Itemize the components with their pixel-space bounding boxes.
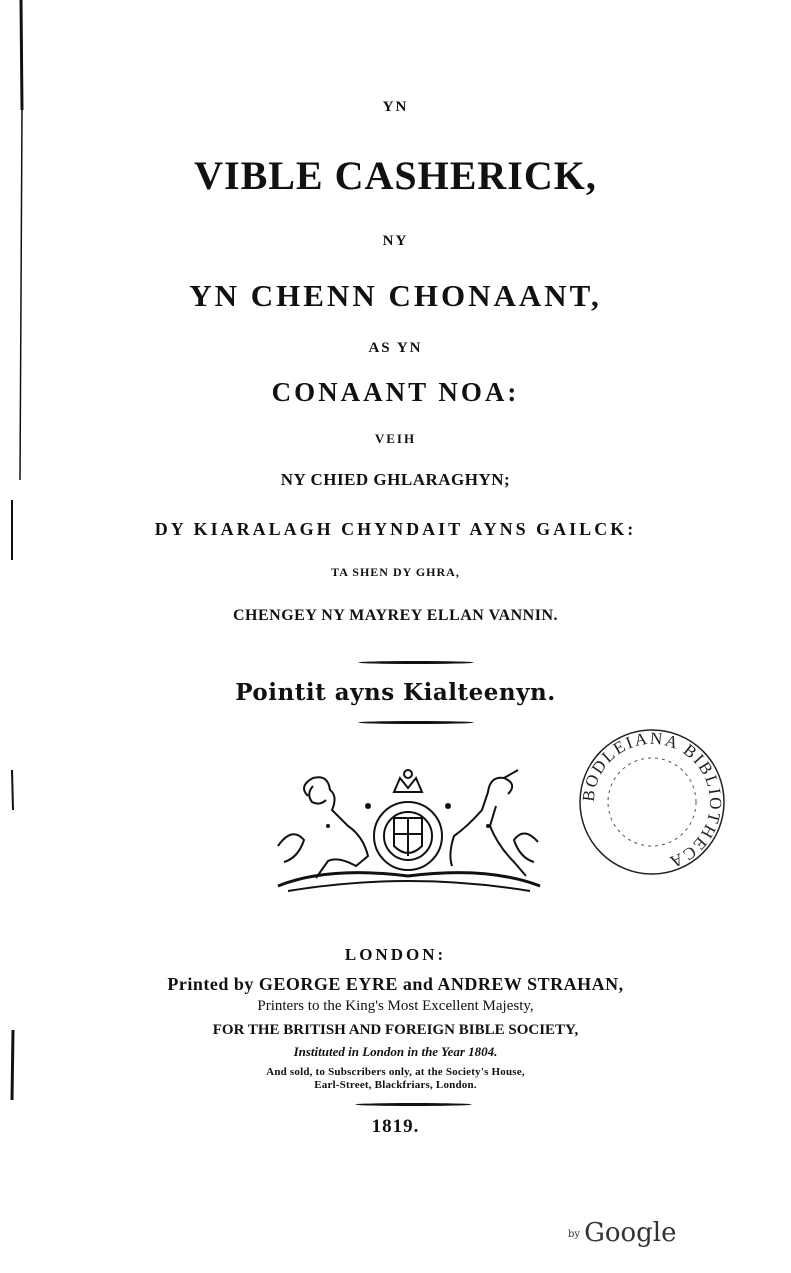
svg-text:BODLEIANA BIBLIOTHECA: [579, 729, 725, 873]
title-line-chenn-chonaant: YN CHENN CHONAANT,: [189, 278, 602, 313]
imprint-earl-street: Earl-Street, Blackfriars, London.: [314, 1079, 477, 1091]
ornamental-rule-middle: [358, 721, 474, 724]
title-line-veih: VEIH: [374, 431, 417, 446]
digitization-watermark: [568, 1218, 676, 1248]
imprint-instituted: Instituted in London in the Year 1804.: [293, 1044, 498, 1059]
blackletter-line: Pointit ayns Kialteenyn.: [235, 679, 556, 706]
imprint-year: 1819.: [371, 1116, 420, 1137]
ornamental-rule-bottom: [355, 1103, 472, 1106]
imprint-bible-society: FOR THE BRITISH AND FOREIGN BIBLE SOCIETY,: [212, 1022, 579, 1038]
title-line-as-yn: AS YN: [368, 340, 423, 356]
library-stamp: [577, 727, 727, 877]
ornamental-rule-top: [358, 661, 474, 664]
main-title: VIBLE CASHERICK,: [194, 153, 597, 198]
imprint-london: LONDON:: [344, 945, 447, 964]
watermark-brand: Google: [584, 1218, 677, 1248]
watermark-prefix: by: [568, 1228, 581, 1240]
imprint-sold-to-subscribers: And sold, to Subscribers only, at the Society's House,: [266, 1066, 525, 1078]
imprint-printers-to-king: Printers to the King's Most Excellent Majesty,: [257, 998, 534, 1014]
title-line-kiaralagh: DY KIARALAGH CHYNDAIT AYNS GAILCK:: [154, 519, 637, 539]
title-line-ny: NY: [382, 233, 409, 249]
title-line-chengey: CHENGEY NY MAYREY ELLAN VANNIN.: [232, 607, 559, 624]
title-line-ta-shen: TA SHEN DY GHRA,: [331, 565, 460, 579]
library-stamp-text: BODLEIANA BIBLIOTHECA: [578, 728, 726, 873]
royal-coat-of-arms: [268, 766, 548, 896]
title-line-yn: YN: [382, 99, 409, 115]
title-line-conaant-noa: CONAANT NOA:: [271, 377, 520, 407]
imprint-printed-by: Printed by GEORGE EYRE and ANDREW STRAHAN,: [167, 974, 624, 994]
title-line-chied-ghlaraghyn: NY CHIED GHLARAGHYN;: [280, 470, 511, 489]
